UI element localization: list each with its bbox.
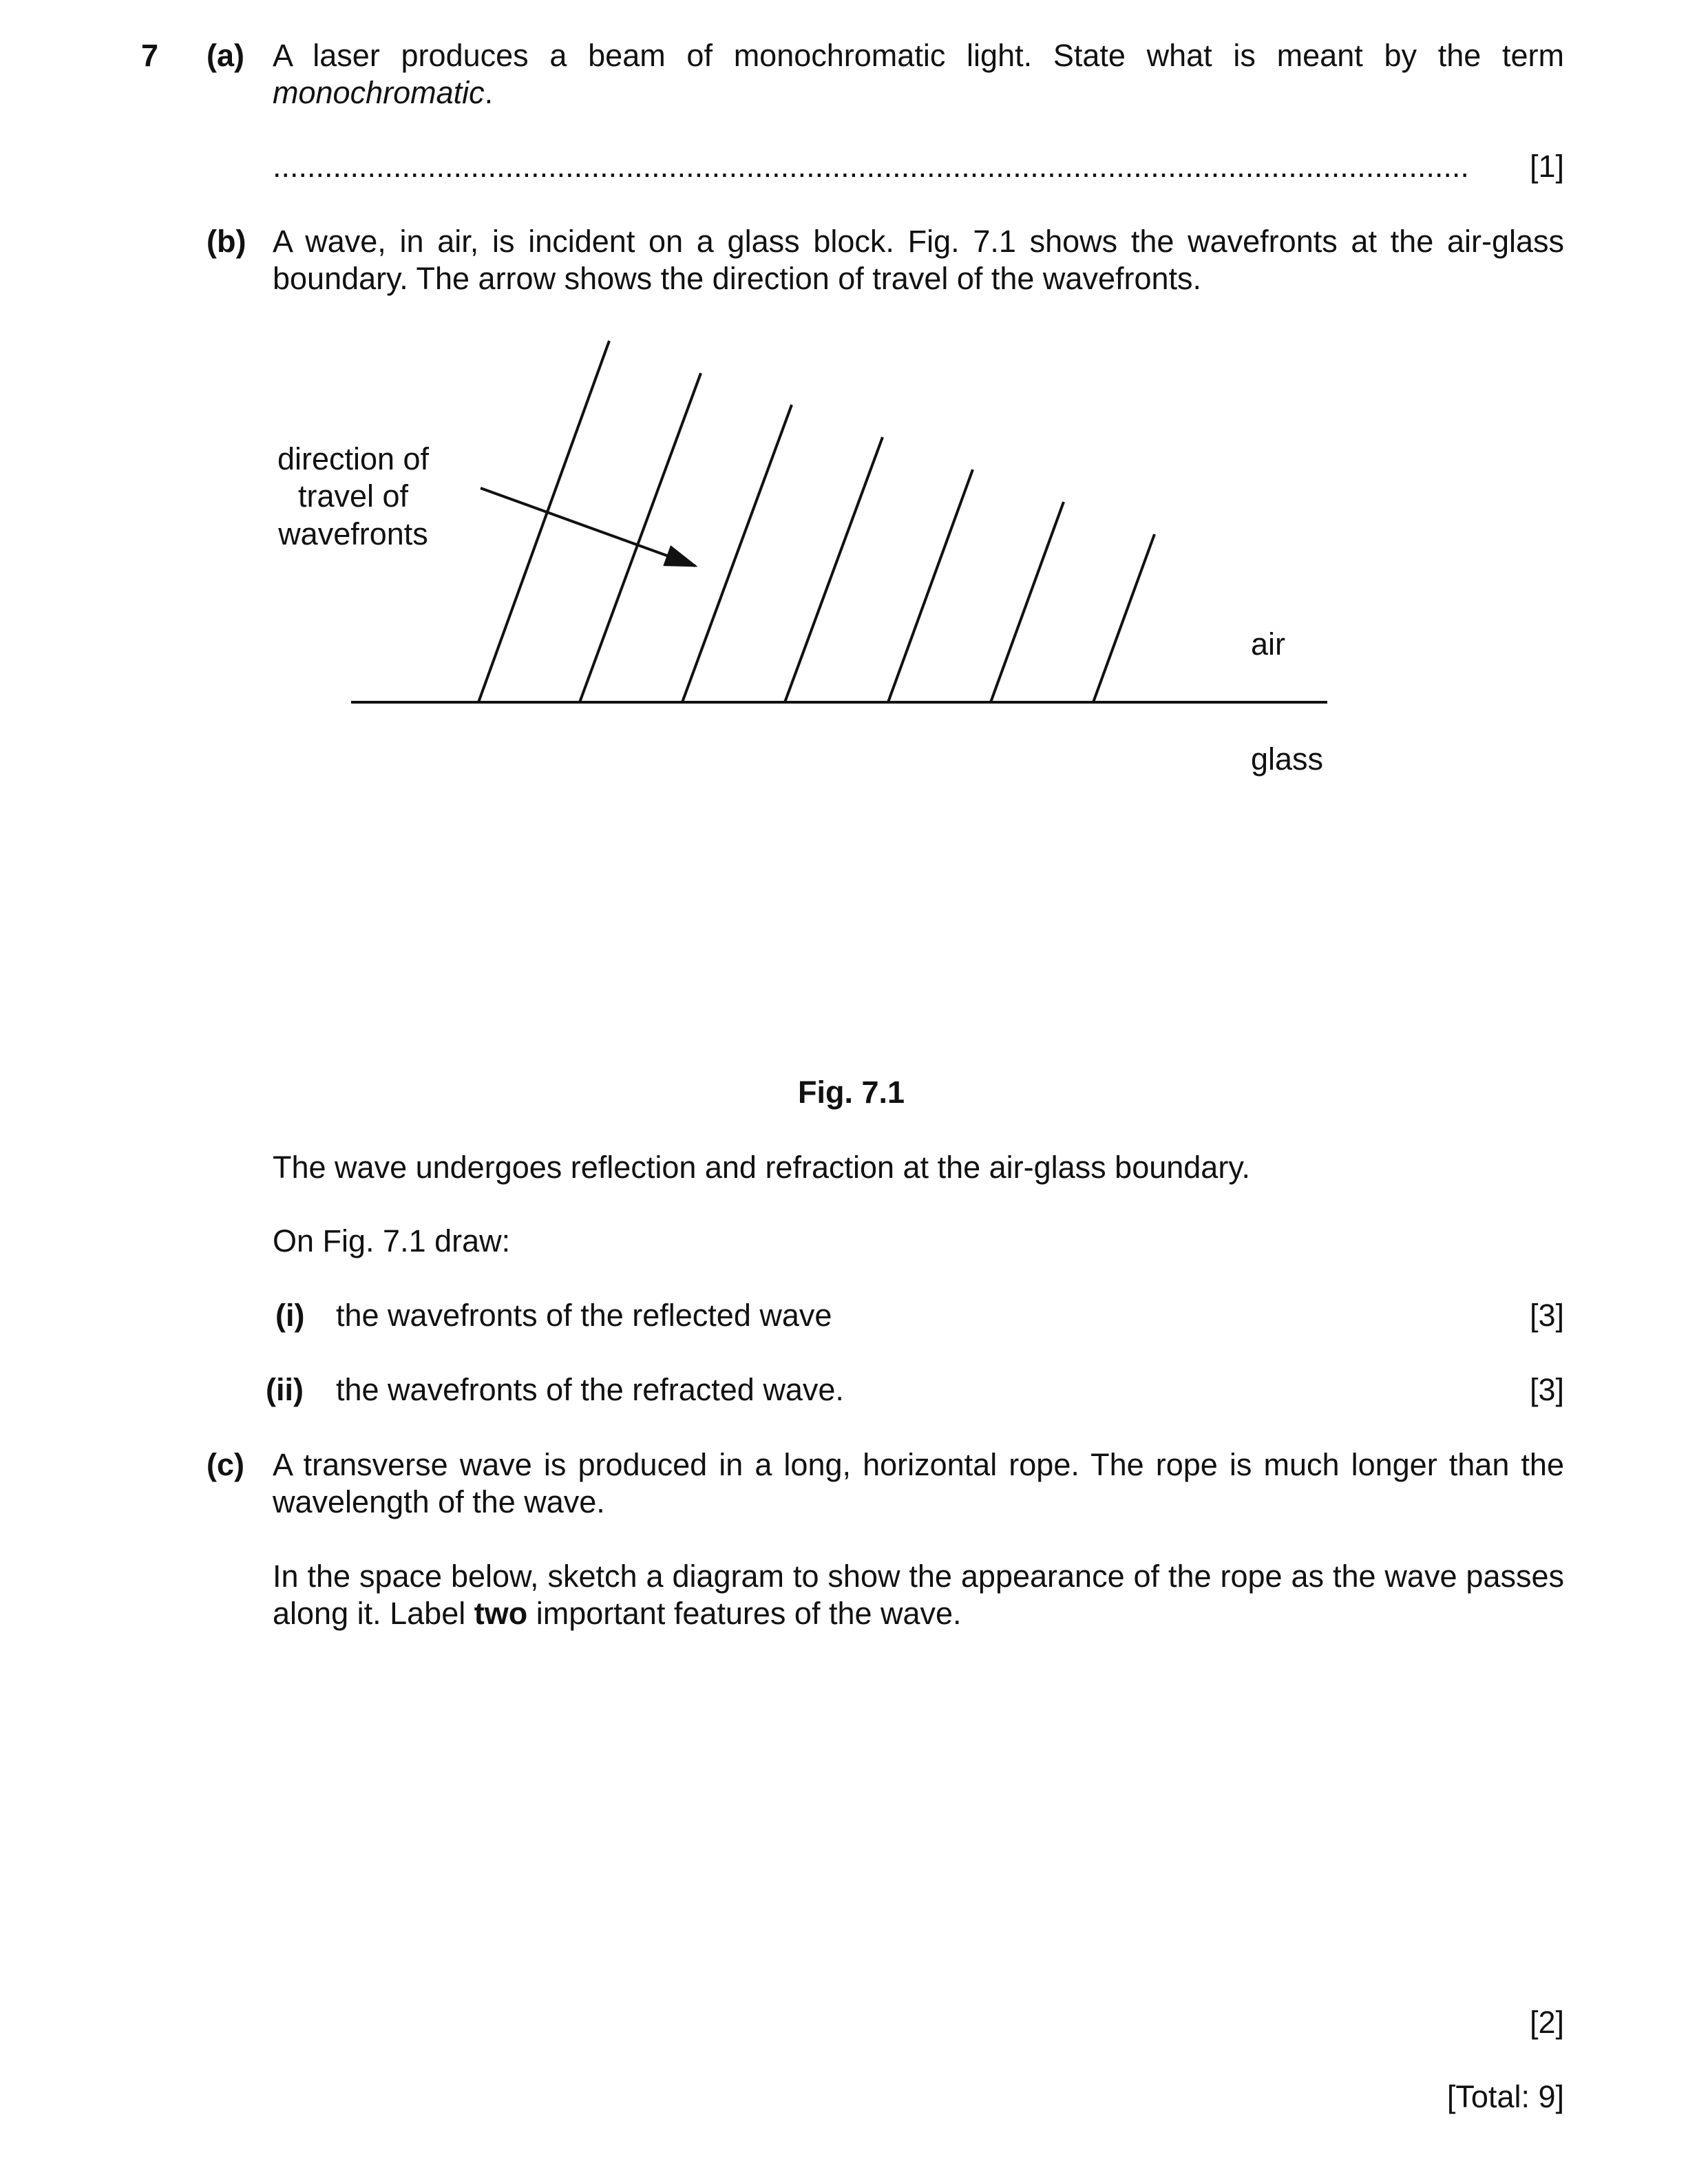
arrow-label-line3: wavefronts: [278, 516, 428, 551]
wavefront-2: [580, 373, 701, 702]
part-a-answer-line[interactable]: ...........................................................................................................................................: [273, 149, 1469, 184]
direction-arrow: [481, 488, 695, 566]
figure-7-1[interactable]: [0, 0, 1708, 895]
wavefront-1: [478, 341, 609, 702]
wavefront-6: [991, 502, 1064, 702]
figure-caption: Fig. 7.1: [798, 1075, 905, 1110]
wavefront-7: [1093, 534, 1155, 702]
sub-i-text: the wavefronts of the reflected wave: [336, 1298, 832, 1333]
sketch-answer-space[interactable]: [273, 1652, 1564, 1983]
part-c-marks: [2]: [1529, 2005, 1564, 2040]
part-b-instruction: On Fig. 7.1 draw:: [273, 1223, 511, 1258]
part-c-text-line4: [273, 1595, 962, 1632]
part-c-text-line1: A transverse wave is produced in a long, horizontal rope. The rope is much longer than the: [273, 1447, 1564, 1482]
wavefront-4: [785, 437, 883, 702]
sub-ii-label: (ii): [266, 1372, 304, 1407]
part-a-label: (a): [207, 38, 244, 73]
wavefront-5: [888, 470, 973, 702]
label-glass: glass: [1251, 741, 1324, 777]
part-c-text-line2: wavelength of the wave.: [273, 1484, 605, 1519]
arrow-label-line1: direction of: [277, 441, 430, 476]
part-a-question-line1: A laser produces a beam of monochromatic light. State what is meant by the term: [273, 38, 1564, 73]
part-b-text-line2: boundary. The arrow shows the direction of travel of the wavefronts.: [273, 261, 1202, 296]
emphasis-two: two: [474, 1596, 528, 1631]
term-monochromatic: monochromatic: [273, 75, 485, 110]
term-suffix: .: [484, 75, 494, 110]
part-c-line4-after: important features of the wave.: [536, 1596, 962, 1631]
part-c-line4-before: along it. Label: [273, 1596, 466, 1631]
sub-i-label: (i): [275, 1298, 305, 1333]
part-b-text-line1: A wave, in air, is incident on a glass block. Fig. 7.1 shows the wavefronts at the air-glass: [273, 224, 1564, 259]
sub-ii-text: the wavefronts of the refracted wave.: [336, 1372, 844, 1407]
part-c-label: (c): [207, 1447, 244, 1482]
part-b-statement: The wave undergoes reflection and refraction at the air-glass boundary.: [273, 1150, 1250, 1185]
question-number: 7: [141, 38, 159, 73]
part-b-label: (b): [207, 224, 246, 259]
arrow-label-line2: travel of: [297, 478, 409, 514]
label-air: air: [1251, 626, 1286, 662]
sub-i-marks: [3]: [1529, 1298, 1564, 1333]
part-a-marks: [1]: [1529, 149, 1564, 184]
part-c-text-line3: In the space below, sketch a diagram to show the appearance of the rope as the wave passes: [273, 1559, 1564, 1594]
wavefront-3: [682, 405, 792, 702]
sub-ii-marks: [3]: [1529, 1372, 1564, 1407]
total-marks: [Total: 9]: [1446, 2079, 1564, 2114]
